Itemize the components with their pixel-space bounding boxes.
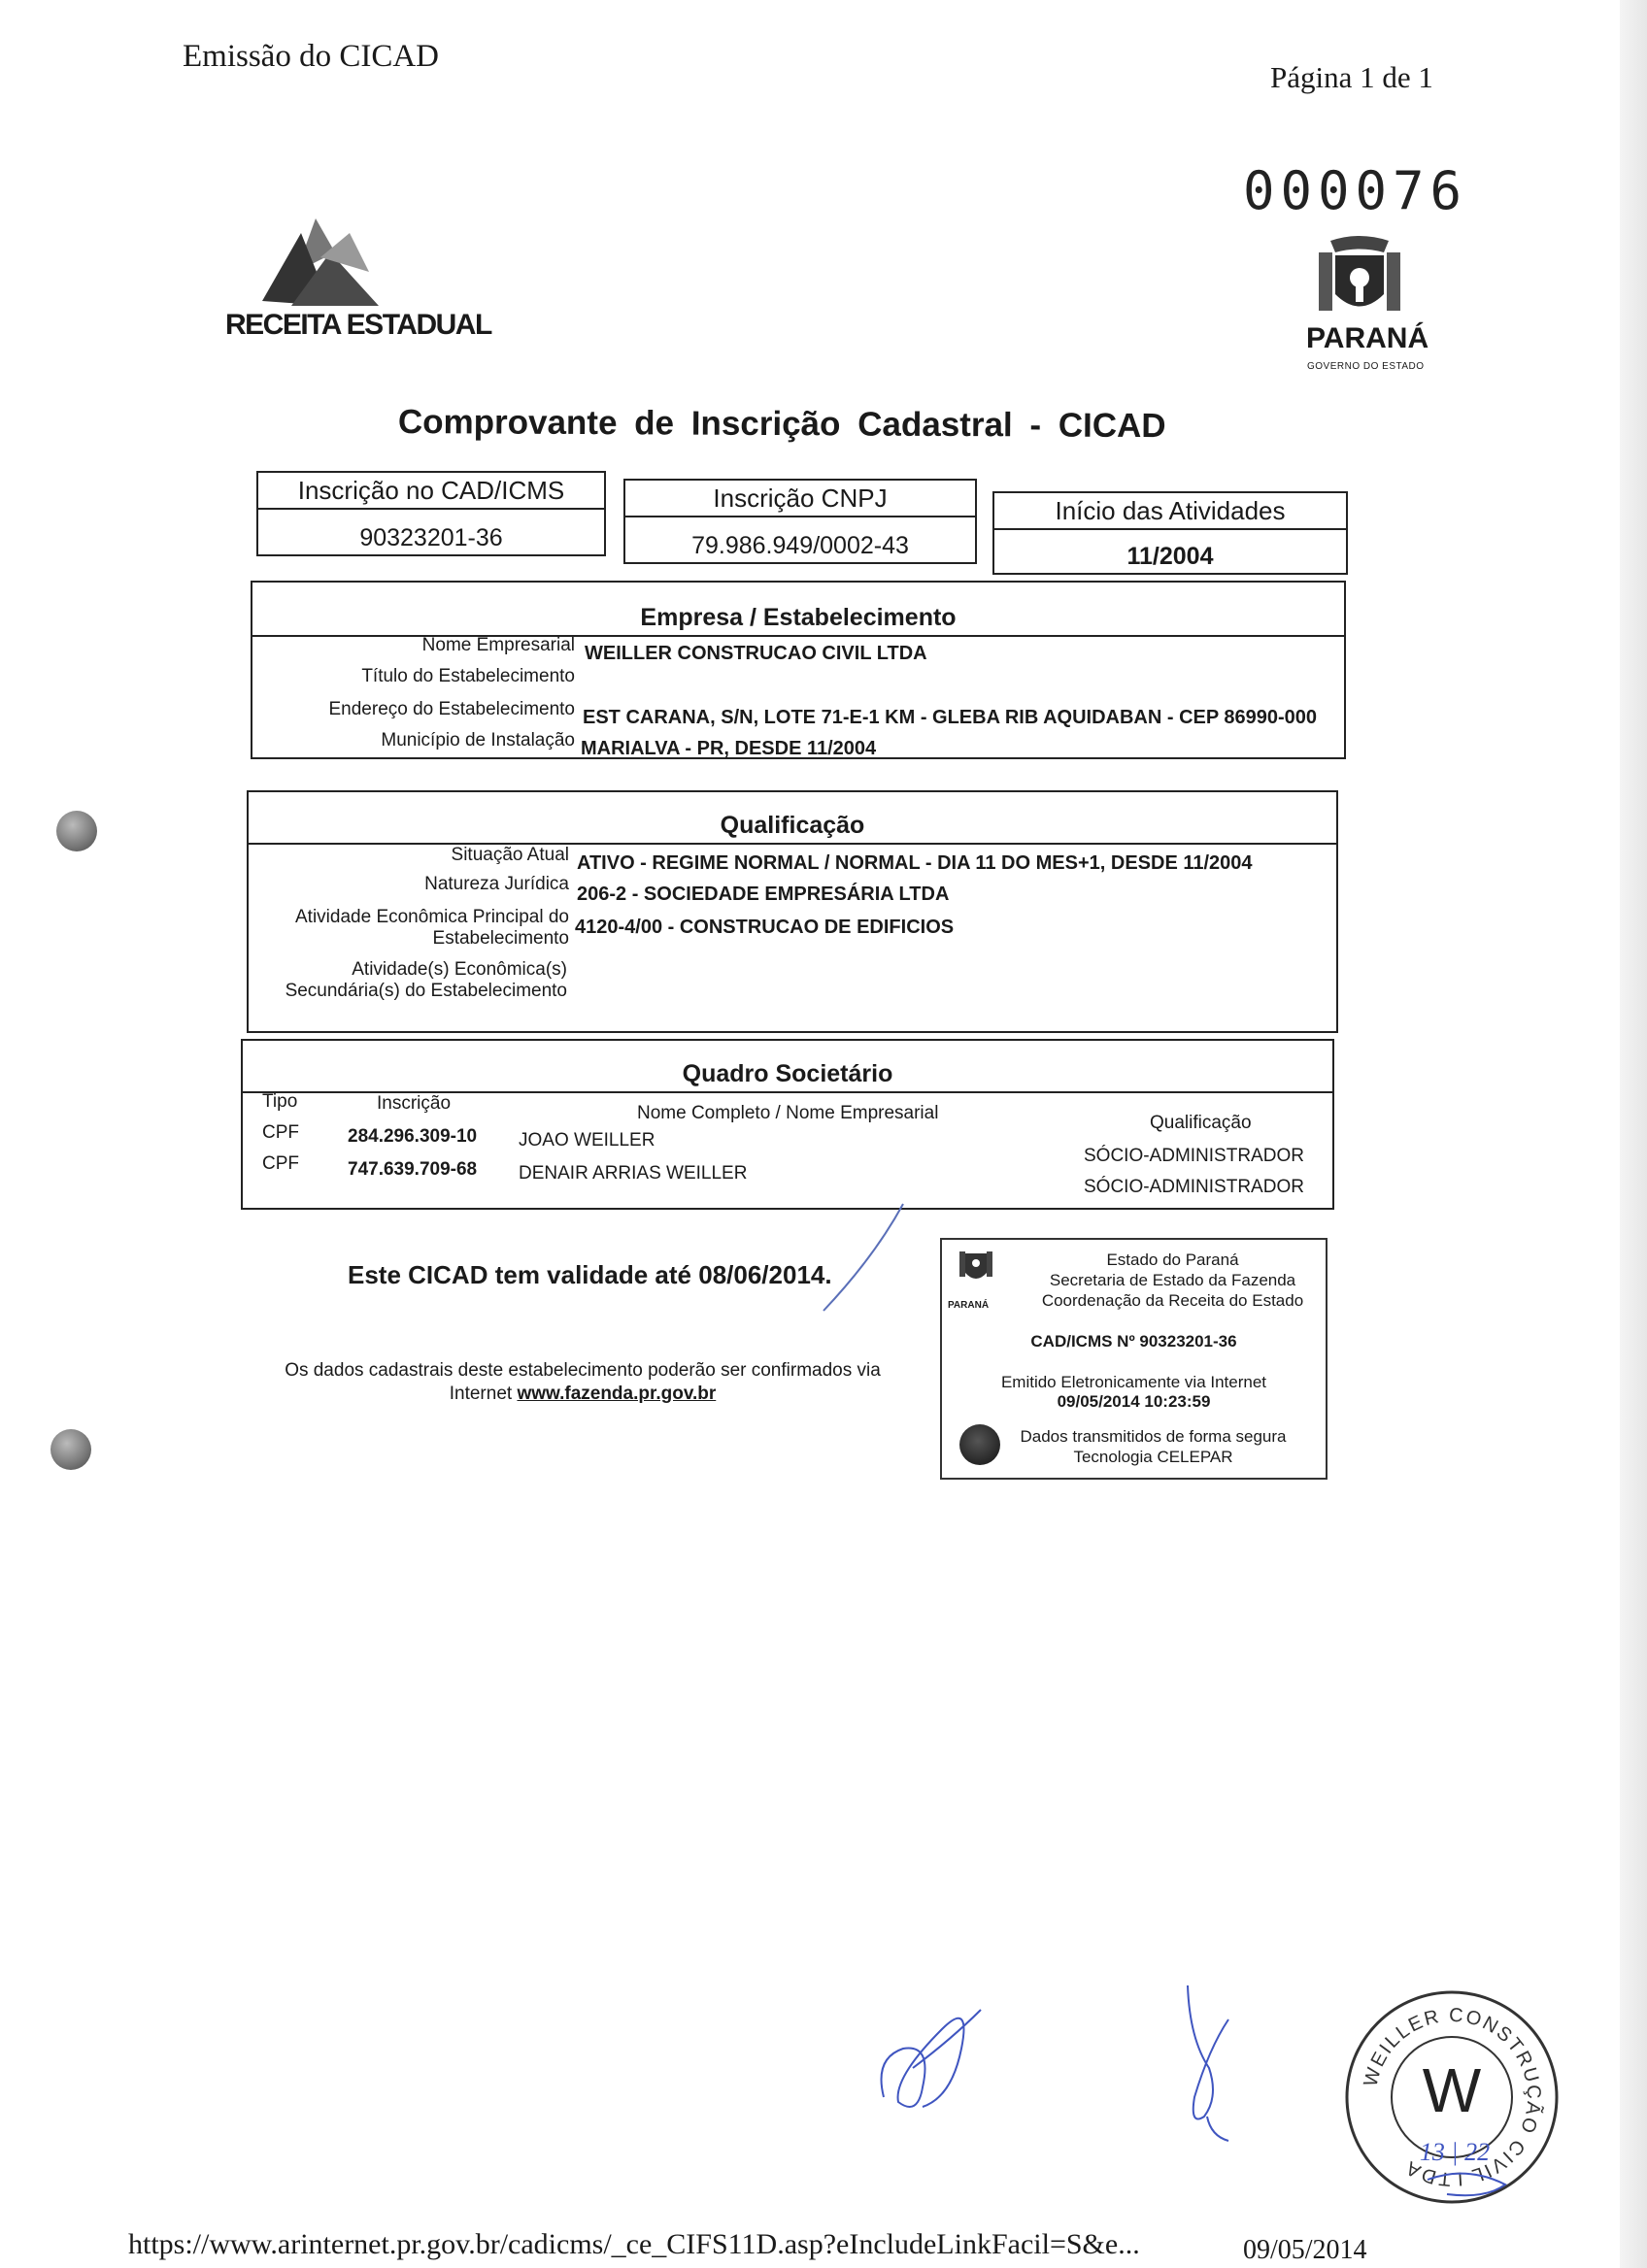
validity-notice: Este CICAD tem validade até 08/06/2014. [348,1260,832,1289]
qualificacao-section-title: Qualificação [247,808,1338,845]
punch-hole-bottom [50,1429,91,1470]
company-rubber-seal [1340,1985,1563,2209]
electronic-emission-stamp [940,1238,1328,1480]
column-header-nome: Nome Completo / Nome Empresarial [637,1103,939,1123]
receita-estadual-wordmark: RECEITA ESTADUAL [225,309,491,341]
pen-stroke-mark [816,1199,913,1316]
page-counter: Página 1 de 1 [1270,60,1433,94]
stamp-logo-text: PARANÁ [948,1300,990,1311]
cnpj-label: Inscrição CNPJ [625,481,975,517]
stamp-emitido: Emitido Eletronicamente via Internet [1000,1373,1267,1391]
inicio-atividades-box [992,491,1348,575]
print-footer-date: 09/05/2014 [1243,2235,1367,2265]
stamp-line: Secretaria de Estado da Fazenda [1049,1271,1296,1289]
stamp-cad-number: CAD/ICMS Nº 90323201-36 [1030,1332,1237,1351]
empresa-row-label: Nome Empresarial [421,635,575,655]
qualificacao-row-value: ATIVO - REGIME NORMAL / NORMAL - DIA 11 DO MES+1, DESDE 11/2004 [577,852,1253,874]
cad-icms-label: Inscrição no CAD/ICMS [258,473,604,510]
stamp-line: Estado do Paraná [1106,1251,1239,1269]
parana-wordmark: PARANÁ [1306,322,1429,354]
empresa-section-title: Empresa / Estabelecimento [251,600,1346,637]
socio-tipo: CPF [262,1153,299,1174]
parana-small-crest-icon [954,1248,998,1304]
qualificacao-row-label-cont: Secundária(s) do Estabelecimento [285,981,567,1001]
inicio-atividades-label: Início das Atividades [994,493,1346,530]
socio-tipo: CPF [262,1122,299,1143]
document-title: Comprovante de Inscrição Cadastral - CICAD [397,403,1166,446]
socio-nome: DENAIR ARRIAS WEILLER [519,1163,748,1184]
inicio-atividades-value: 11/2004 [1126,543,1214,570]
qualificacao-row-label-cont: Estabelecimento [432,928,569,949]
qualificacao-row-value: 206-2 - SOCIEDADE EMPRESÁRIA LTDA [577,884,950,905]
empresa-row-label: Endereço do Estabelecimento [328,699,575,719]
empresa-row-value: WEILLER CONSTRUCAO CIVIL LTDA [585,643,927,664]
qualificacao-row-label: Atividade Econômica Principal do [295,907,569,927]
empresa-row-value: MARIALVA - PR, DESDE 11/2004 [581,738,877,759]
stamp-tecnologia: Tecnologia CELEPAR [1073,1448,1233,1466]
cad-icms-value: 90323201-36 [359,524,503,551]
cnpj-value: 79.986.949/0002-43 [691,532,909,559]
confirmation-note [262,1359,903,1406]
column-header-qualificacao: Qualificação [1150,1113,1252,1133]
socio-qualificacao: SÓCIO-ADMINISTRADOR [1084,1177,1304,1197]
print-footer-url: https://www.arinternet.pr.gov.br/cadicms/_ce_CIFS11D.asp?eIncludeLinkFacil=S&e... [128,2228,1140,2260]
column-header-tipo: Tipo [262,1091,298,1112]
print-header-title: Emissão do CICAD [183,39,439,74]
socio-qualificacao: SÓCIO-ADMINISTRADOR [1084,1146,1304,1166]
empresa-row-label: Título do Estabelecimento [361,666,575,686]
document-serial-number: 000076 [1243,160,1468,221]
stamp-dados: Dados transmitidos de forma segura [1020,1427,1287,1446]
signature-2 [1160,1981,1258,2146]
socio-nome: JOAO WEILLER [519,1130,655,1151]
confirmation-note-text: Os dados cadastrais deste estabelecimento poderão ser confirmados via Internet [285,1360,881,1404]
qualificacao-row-value: 4120-4/00 - CONSTRUCAO DE EDIFICIOS [575,917,955,938]
fazenda-link[interactable]: www.fazenda.pr.gov.br [517,1384,717,1404]
parana-subtitle: GOVERNO DO ESTADO [1307,361,1425,372]
seal-center-letter: W [1422,2055,1482,2125]
signature-1 [864,1981,1020,2136]
page-edge-shadow [1620,0,1647,2268]
socio-inscricao: 747.639.709-68 [348,1159,478,1180]
seal-ring-text: WEILLER CONSTRUÇÃO CIVIL LTDA [1360,2004,1545,2190]
cad-icms-box [256,471,606,556]
qualificacao-row-label: Situação Atual [451,845,569,865]
empresa-row-value: EST CARANA, S/N, LOTE 71-E-1 KM - GLEBA RIB AQUIDABAN - CEP 86990-000 [583,707,1318,728]
cnpj-box [623,479,977,564]
stamp-line: Coordenação da Receita do Estado [1041,1291,1304,1310]
socio-inscricao: 284.296.309-10 [348,1126,478,1147]
empresa-row-label: Município de Instalação [381,730,575,750]
quadro-societario-title: Quadro Societário [241,1056,1334,1093]
qualificacao-row-label: Natureza Jurídica [424,874,569,894]
seal-handwritten-note: 13 | 22 [1419,2138,1491,2166]
stamp-datetime: 09/05/2014 10:23:59 [1057,1392,1211,1411]
column-header-inscricao: Inscrição [377,1093,452,1114]
qualificacao-row-label: Atividade(s) Econômica(s) [352,959,567,980]
punch-hole-top [56,811,97,851]
